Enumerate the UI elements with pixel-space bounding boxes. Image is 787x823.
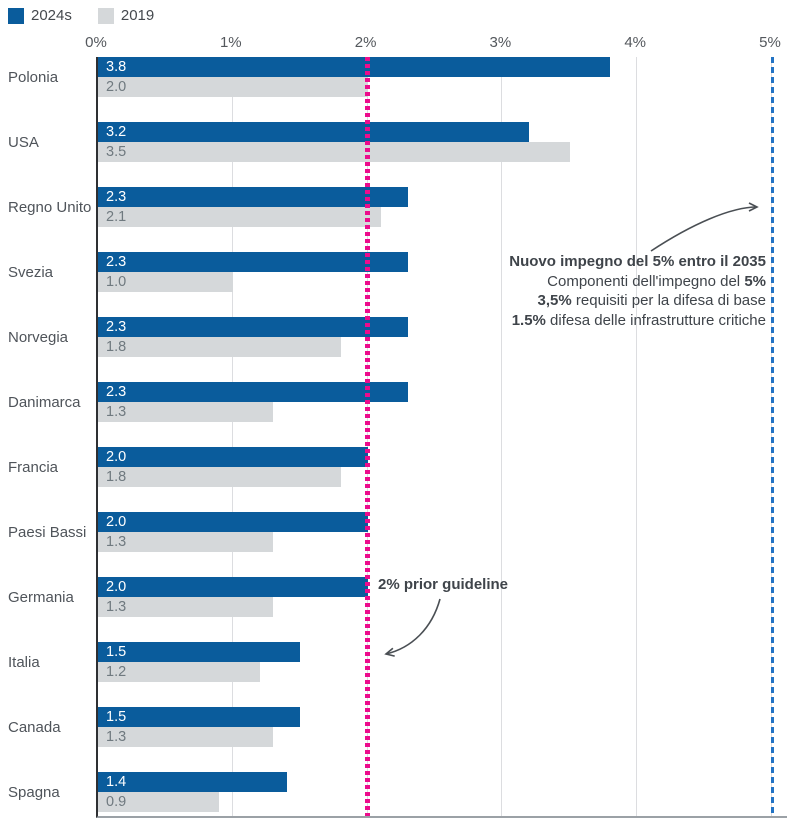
category-label-usa: USA: [8, 133, 39, 151]
bar-2019-danimarca: [98, 402, 273, 422]
bar-value-label: 1.8: [106, 339, 127, 355]
bar-value-label: 2.3: [106, 319, 127, 335]
bar-value-label: 2.1: [106, 209, 127, 225]
commitment-line4: 1.5% difesa delle infrastrutture critiche: [511, 311, 766, 329]
legend-label-2019: 2019: [120, 7, 155, 24]
bar-2024s-canada: [98, 707, 300, 727]
bar-2019-italia: [98, 662, 260, 682]
gridline: [232, 57, 233, 816]
bar-value-label: 1.3: [106, 599, 127, 615]
category-label-danimarca: Danimarca: [8, 393, 81, 411]
bar-2024s-danimarca: [98, 382, 408, 402]
category-label-regno-unito: Regno Unito: [8, 198, 92, 216]
bar-value-label: 3.8: [106, 59, 127, 75]
commitment-line3: 3,5% requisiti per la difesa di base: [537, 292, 766, 309]
bar-value-label: 3.5: [106, 144, 127, 160]
bar-2024s-svezia: [98, 252, 408, 272]
gridline: [636, 57, 637, 816]
bar-value-label: 1.3: [106, 534, 127, 550]
plot-area: [96, 57, 787, 818]
category-label-norvegia: Norvegia: [8, 328, 69, 346]
bar-2019-spagna: [98, 792, 219, 812]
bar-value-label: 1.5: [106, 709, 127, 725]
x-tick-label: 5%: [759, 34, 781, 51]
legend-swatch-2019: [98, 8, 114, 24]
bar-value-label: 1.2: [106, 664, 127, 680]
bar-value-label: 2.3: [106, 384, 127, 400]
bar-value-label: 2.0: [106, 579, 127, 595]
category-label-polonia: Polonia: [8, 68, 59, 86]
x-tick-label: 1%: [219, 34, 242, 51]
bar-2019-paesi-bassi: [98, 532, 273, 552]
x-tick-label: 3%: [489, 34, 512, 51]
x-tick-label: 2%: [354, 34, 377, 51]
bar-2019-regno-unito: [98, 207, 381, 227]
bar-2019-canada: [98, 727, 273, 747]
gridline: [501, 57, 502, 816]
bar-2024s-germania: [98, 577, 368, 597]
category-label-paesi-bassi: Paesi Bassi: [8, 523, 87, 541]
x-tick-label: 4%: [624, 34, 647, 51]
legend-swatch-2024s: [8, 8, 24, 24]
category-label-germania: Germania: [8, 588, 74, 606]
category-label-francia: Francia: [8, 458, 59, 476]
reference-line-2pct: [365, 57, 370, 816]
commitment-line2: Componenti dell'impegno del 5%: [547, 272, 766, 290]
category-label-spagna: Spagna: [8, 783, 60, 801]
bar-2019-usa: [98, 142, 570, 162]
legend-label-2024s: 2024s: [31, 7, 72, 24]
bar-value-label: 1.4: [106, 774, 127, 790]
bar-value-label: 1.0: [106, 274, 127, 290]
bar-2024s-spagna: [98, 772, 287, 792]
bar-2024s-usa: [98, 122, 529, 142]
bar-value-label: 1.3: [106, 404, 127, 420]
legend: [8, 7, 154, 24]
reference-line-5pct: [771, 57, 774, 816]
bar-2019-norvegia: [98, 337, 341, 357]
bar-2019-svezia: [98, 272, 233, 292]
bar-2024s-regno-unito: [98, 187, 408, 207]
legend-item-2019: [98, 7, 154, 24]
bar-2024s-paesi-bassi: [98, 512, 368, 532]
guideline-annotation: 2% prior guideline: [378, 576, 509, 593]
bar-2019-polonia: [98, 77, 368, 97]
bar-2019-francia: [98, 467, 341, 487]
bar-value-label: 2.3: [106, 189, 127, 205]
commitment-annotation: [509, 252, 766, 330]
bar-value-label: 2.0: [106, 79, 127, 95]
x-tick-label: 0%: [85, 34, 107, 51]
bar-value-label: 1.3: [106, 729, 127, 745]
bar-value-label: 2.0: [106, 449, 127, 465]
category-label-svezia: Svezia: [8, 263, 54, 281]
bar-value-label: 0.9: [106, 794, 127, 810]
commitment-title: Nuovo impegno del 5% entro il 2035: [509, 253, 766, 270]
bar-2024s-francia: [98, 447, 368, 467]
category-label-italia: Italia: [8, 653, 40, 671]
bar-value-label: 1.5: [106, 644, 127, 660]
category-label-canada: Canada: [8, 718, 61, 736]
bar-value-label: 1.8: [106, 469, 127, 485]
bar-2019-germania: [98, 597, 273, 617]
bar-value-label: 3.2: [106, 124, 127, 140]
bar-2024s-polonia: [98, 57, 610, 77]
legend-item-2024s: [8, 7, 72, 24]
bar-2024s-italia: [98, 642, 300, 662]
bar-2024s-norvegia: [98, 317, 408, 337]
bar-value-label: 2.0: [106, 514, 127, 530]
bar-value-label: 2.3: [106, 254, 127, 270]
